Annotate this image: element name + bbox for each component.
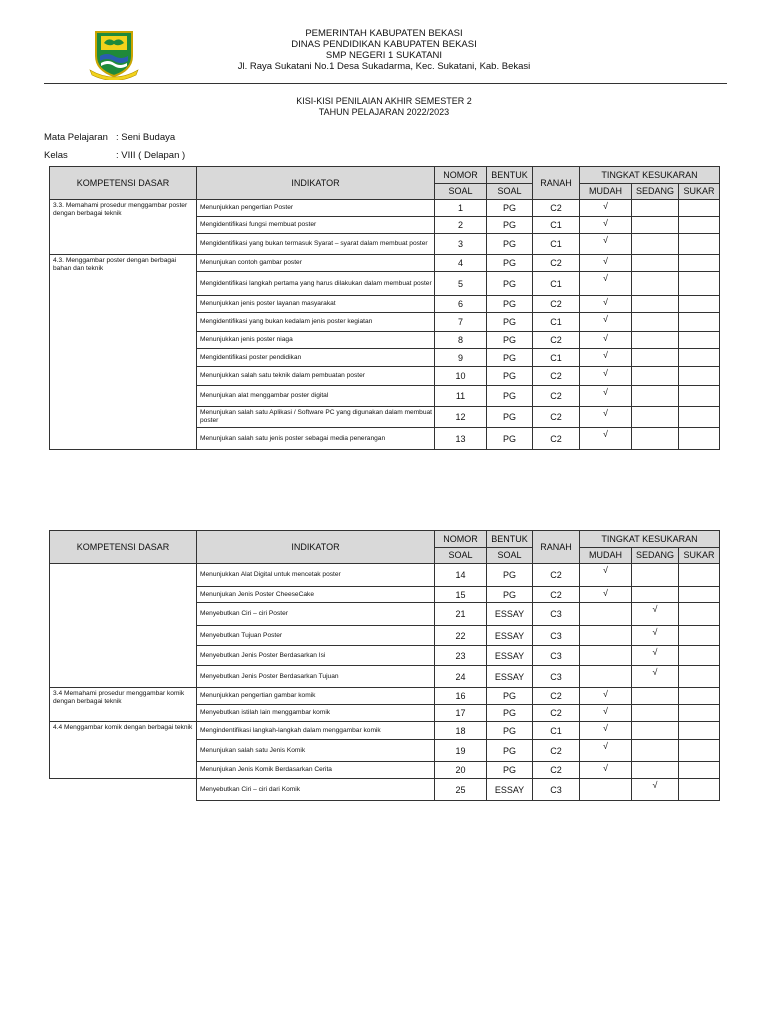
- sukar-check-cell: [679, 296, 720, 313]
- sedang-check-cell: √: [632, 779, 679, 801]
- bentuk-soal-cell: PG: [487, 564, 533, 587]
- nomor-soal-cell: 18: [435, 722, 487, 740]
- sedang-check-cell: [632, 564, 679, 587]
- sukar-check-cell: [679, 386, 720, 407]
- bentuk-soal-cell: ESSAY: [487, 646, 533, 666]
- indikator-cell: Menyebutkan Ciri – ciri Poster: [197, 603, 435, 626]
- sukar-check-cell: [679, 564, 720, 587]
- table-row: [50, 564, 720, 587]
- sukar-check-cell: [679, 349, 720, 367]
- sukar-check-cell: [679, 603, 720, 626]
- mudah-check-cell: [580, 779, 632, 801]
- nomor-soal-cell: 3: [435, 234, 487, 255]
- header-mudah: MUDAH: [580, 184, 632, 200]
- mudah-check-cell: √: [580, 722, 632, 740]
- ranah-cell: C3: [533, 779, 580, 801]
- sukar-check-cell: [679, 646, 720, 666]
- sukar-check-cell: [679, 779, 720, 801]
- mudah-check-cell: √: [580, 296, 632, 313]
- sedang-check-cell: [632, 332, 679, 349]
- header-soal: SOAL: [435, 548, 487, 564]
- bentuk-soal-cell: ESSAY: [487, 603, 533, 626]
- sukar-check-cell: [679, 740, 720, 762]
- sukar-check-cell: [679, 217, 720, 234]
- indikator-cell: Menunjukkan pengertian Poster: [197, 200, 435, 217]
- mudah-check-cell: [580, 666, 632, 688]
- bentuk-soal-cell: PG: [487, 313, 533, 332]
- mudah-check-cell: √: [580, 564, 632, 587]
- indikator-cell: Menunjukan alat menggambar poster digital: [197, 386, 435, 407]
- kompetensi-dasar-cell: 3.4 Memahami prosedur menggambar komik dengan berbagai teknik: [50, 688, 197, 722]
- sukar-check-cell: [679, 255, 720, 272]
- ranah-cell: C3: [533, 646, 580, 666]
- indikator-cell: Menyebutkan Jenis Poster Berdasarkan Isi: [197, 646, 435, 666]
- header-ranah: RANAH: [533, 531, 580, 564]
- sukar-check-cell: [679, 626, 720, 646]
- table-row: [50, 200, 720, 217]
- mudah-check-cell: [580, 626, 632, 646]
- table-row: [50, 255, 720, 272]
- bentuk-soal-cell: PG: [487, 367, 533, 386]
- ranah-cell: C2: [533, 688, 580, 705]
- nomor-soal-cell: 6: [435, 296, 487, 313]
- mudah-check-cell: √: [580, 349, 632, 367]
- nomor-soal-cell: 21: [435, 603, 487, 626]
- header-sedang: SEDANG: [632, 184, 679, 200]
- ranah-cell: C1: [533, 722, 580, 740]
- mudah-check-cell: √: [580, 200, 632, 217]
- nomor-soal-cell: 15: [435, 587, 487, 603]
- nomor-soal-cell: 2: [435, 217, 487, 234]
- indikator-cell: Mengidentifikasi poster pendidikan: [197, 349, 435, 367]
- ranah-cell: C2: [533, 564, 580, 587]
- mudah-check-cell: √: [580, 234, 632, 255]
- mudah-check-cell: √: [580, 386, 632, 407]
- mudah-check-cell: √: [580, 407, 632, 428]
- ranah-cell: C3: [533, 666, 580, 688]
- document-title: [0, 96, 768, 118]
- indikator-cell: Menunjukkan pengertian gambar komik: [197, 688, 435, 705]
- bentuk-soal-cell: PG: [487, 349, 533, 367]
- ranah-cell: C2: [533, 367, 580, 386]
- bentuk-soal-cell: PG: [487, 272, 533, 296]
- indikator-cell: Mengidentifikasi langkah pertama yang harus dilakukan dalam membuat poster: [197, 272, 435, 296]
- mudah-check-cell: √: [580, 313, 632, 332]
- header-kompetensi-dasar: KOMPETENSI DASAR: [50, 167, 197, 200]
- mudah-check-cell: √: [580, 705, 632, 722]
- bentuk-soal-cell: PG: [487, 407, 533, 428]
- ranah-cell: C2: [533, 200, 580, 217]
- ranah-cell: C1: [533, 234, 580, 255]
- ranah-cell: C1: [533, 349, 580, 367]
- bentuk-soal-cell: PG: [487, 386, 533, 407]
- nomor-soal-cell: 25: [435, 779, 487, 801]
- sedang-check-cell: [632, 407, 679, 428]
- header-line-2: DINAS PENDIDIKAN KABUPATEN BEKASI: [291, 39, 477, 50]
- indikator-cell: Menunjukkan jenis poster layanan masyarakat: [197, 296, 435, 313]
- header-soal: SOAL: [487, 548, 533, 564]
- indikator-cell: Menunjukan salah satu jenis poster sebagai media penerangan: [197, 428, 435, 450]
- kompetensi-dasar-cell-empty: [50, 779, 197, 801]
- ranah-cell: C2: [533, 587, 580, 603]
- ranah-cell: C2: [533, 255, 580, 272]
- header-soal: SOAL: [435, 184, 487, 200]
- header-nomor: NOMOR: [435, 167, 487, 184]
- bentuk-soal-cell: PG: [487, 296, 533, 313]
- sukar-check-cell: [679, 332, 720, 349]
- header-sukar: SUKAR: [679, 184, 720, 200]
- table-row: [50, 688, 720, 705]
- indikator-cell: Menyebutkan Jenis Poster Berdasarkan Tujuan: [197, 666, 435, 688]
- bentuk-soal-cell: PG: [487, 740, 533, 762]
- mudah-check-cell: √: [580, 255, 632, 272]
- subject-value: : Seni Budaya: [116, 132, 176, 143]
- header-bentuk: BENTUK: [487, 531, 533, 548]
- nomor-soal-cell: 7: [435, 313, 487, 332]
- indikator-cell: Menyebutkan Ciri – ciri dari Komik: [197, 779, 435, 801]
- indikator-cell: Menunjukan salah satu Jenis Komik: [197, 740, 435, 762]
- title-line-1: KISI-KISI PENILAIAN AKHIR SEMESTER 2: [296, 96, 472, 106]
- ranah-cell: C2: [533, 740, 580, 762]
- sukar-check-cell: [679, 200, 720, 217]
- subject-row: [44, 132, 175, 143]
- ranah-cell: C3: [533, 626, 580, 646]
- nomor-soal-cell: 22: [435, 626, 487, 646]
- ranah-cell: C2: [533, 407, 580, 428]
- indikator-cell: Menunjukkan salah satu teknik dalam pembuatan poster: [197, 367, 435, 386]
- indikator-cell: Mengindentifikasi langkah-langkah dalam menggambar komik: [197, 722, 435, 740]
- header-indikator: INDIKATOR: [197, 531, 435, 564]
- indikator-cell: Menunjukkan jenis poster niaga: [197, 332, 435, 349]
- mudah-check-cell: √: [580, 367, 632, 386]
- header-ranah: RANAH: [533, 167, 580, 200]
- mudah-check-cell: [580, 603, 632, 626]
- nomor-soal-cell: 9: [435, 349, 487, 367]
- mudah-check-cell: √: [580, 332, 632, 349]
- nomor-soal-cell: 17: [435, 705, 487, 722]
- sedang-check-cell: [632, 296, 679, 313]
- bentuk-soal-cell: PG: [487, 200, 533, 217]
- bentuk-soal-cell: PG: [487, 428, 533, 450]
- mudah-check-cell: √: [580, 587, 632, 603]
- ranah-cell: C1: [533, 272, 580, 296]
- header-soal: SOAL: [487, 184, 533, 200]
- sedang-check-cell: [632, 234, 679, 255]
- header-address: Jl. Raya Sukatani No.1 Desa Sukadarma, Kec. Sukatani, Kab. Bekasi: [237, 61, 531, 72]
- sukar-check-cell: [679, 722, 720, 740]
- sedang-check-cell: [632, 255, 679, 272]
- nomor-soal-cell: 8: [435, 332, 487, 349]
- nomor-soal-cell: 4: [435, 255, 487, 272]
- ranah-cell: C2: [533, 296, 580, 313]
- header-line-3: SMP NEGERI 1 SUKATANI: [325, 50, 443, 61]
- class-row: [44, 150, 185, 161]
- kompetensi-dasar-cell-empty: [50, 564, 197, 688]
- header-tingkat-kesukaran: TINGKAT KESUKARAN: [580, 167, 720, 184]
- sedang-check-cell: [632, 762, 679, 779]
- sedang-check-cell: [632, 722, 679, 740]
- header-mudah: MUDAH: [580, 548, 632, 564]
- letterhead: [0, 28, 768, 72]
- bentuk-soal-cell: PG: [487, 705, 533, 722]
- nomor-soal-cell: 13: [435, 428, 487, 450]
- nomor-soal-cell: 14: [435, 564, 487, 587]
- sedang-check-cell: [632, 272, 679, 296]
- sedang-check-cell: [632, 740, 679, 762]
- ranah-cell: C2: [533, 386, 580, 407]
- mudah-check-cell: √: [580, 740, 632, 762]
- sedang-check-cell: √: [632, 646, 679, 666]
- sukar-check-cell: [679, 587, 720, 603]
- sedang-check-cell: √: [632, 666, 679, 688]
- bentuk-soal-cell: PG: [487, 688, 533, 705]
- sedang-check-cell: [632, 705, 679, 722]
- nomor-soal-cell: 16: [435, 688, 487, 705]
- header-tingkat-kesukaran: TINGKAT KESUKARAN: [580, 531, 720, 548]
- sukar-check-cell: [679, 762, 720, 779]
- ranah-cell: C1: [533, 217, 580, 234]
- mudah-check-cell: √: [580, 217, 632, 234]
- header-sukar: SUKAR: [679, 548, 720, 564]
- sedang-check-cell: [632, 349, 679, 367]
- bentuk-soal-cell: PG: [487, 762, 533, 779]
- indikator-cell: Mengidentifikasi fungsi membuat poster: [197, 217, 435, 234]
- bentuk-soal-cell: PG: [487, 722, 533, 740]
- nomor-soal-cell: 1: [435, 200, 487, 217]
- sedang-check-cell: [632, 587, 679, 603]
- bentuk-soal-cell: PG: [487, 217, 533, 234]
- header-bentuk: BENTUK: [487, 167, 533, 184]
- mudah-check-cell: [580, 646, 632, 666]
- bentuk-soal-cell: PG: [487, 587, 533, 603]
- header-divider: [44, 83, 727, 84]
- header-line-1: PEMERINTAH KABUPATEN BEKASI: [305, 28, 463, 39]
- ranah-cell: C2: [533, 762, 580, 779]
- mudah-check-cell: √: [580, 688, 632, 705]
- indikator-cell: Menunjukan Jenis Komik Berdasarkan Cerita: [197, 762, 435, 779]
- sukar-check-cell: [679, 272, 720, 296]
- table-row: [50, 722, 720, 740]
- ranah-cell: C1: [533, 313, 580, 332]
- sedang-check-cell: √: [632, 603, 679, 626]
- bentuk-soal-cell: PG: [487, 332, 533, 349]
- sedang-check-cell: [632, 367, 679, 386]
- bentuk-soal-cell: PG: [487, 255, 533, 272]
- header-indikator: INDIKATOR: [197, 167, 435, 200]
- mudah-check-cell: √: [580, 428, 632, 450]
- sedang-check-cell: [632, 200, 679, 217]
- nomor-soal-cell: 12: [435, 407, 487, 428]
- title-line-2: TAHUN PELAJARAN 2022/2023: [318, 107, 450, 117]
- bentuk-soal-cell: ESSAY: [487, 666, 533, 688]
- header-sedang: SEDANG: [632, 548, 679, 564]
- bentuk-soal-cell: ESSAY: [487, 779, 533, 801]
- ranah-cell: C2: [533, 705, 580, 722]
- subject-label: Mata Pelajaran: [44, 132, 108, 143]
- indikator-cell: Mengidentifikasi yang bukan termasuk Syarat – syarat dalam membuat poster: [197, 234, 435, 255]
- ranah-cell: C2: [533, 428, 580, 450]
- header-kompetensi-dasar: KOMPETENSI DASAR: [50, 531, 197, 564]
- sedang-check-cell: [632, 313, 679, 332]
- nomor-soal-cell: 5: [435, 272, 487, 296]
- sedang-check-cell: √: [632, 626, 679, 646]
- indikator-cell: Menyebutkan Tujuan Poster: [197, 626, 435, 646]
- sedang-check-cell: [632, 428, 679, 450]
- sukar-check-cell: [679, 705, 720, 722]
- sedang-check-cell: [632, 688, 679, 705]
- kompetensi-dasar-cell: 4.4 Menggambar komik dengan berbagai teknik: [50, 722, 197, 779]
- kisi-table-2: [49, 530, 720, 801]
- nomor-soal-cell: 11: [435, 386, 487, 407]
- indikator-cell: Menunjukkan Alat Digital untuk mencetak poster: [197, 564, 435, 587]
- indikator-cell: Mengidentifikasi yang bukan kedalam jenis poster kegiatan: [197, 313, 435, 332]
- sukar-check-cell: [679, 688, 720, 705]
- sedang-check-cell: [632, 386, 679, 407]
- kisi-table-1: [49, 166, 720, 450]
- class-label: Kelas: [44, 150, 68, 161]
- sukar-check-cell: [679, 367, 720, 386]
- kompetensi-dasar-cell: 4.3. Menggambar poster dengan berbagai bahan dan teknik: [50, 255, 197, 450]
- indikator-cell: Menunjukan salah satu Aplikasi / Software PC yang digunakan dalam membuat poster: [197, 407, 435, 428]
- sukar-check-cell: [679, 666, 720, 688]
- sukar-check-cell: [679, 234, 720, 255]
- ranah-cell: C2: [533, 332, 580, 349]
- sukar-check-cell: [679, 313, 720, 332]
- sukar-check-cell: [679, 428, 720, 450]
- nomor-soal-cell: 23: [435, 646, 487, 666]
- indikator-cell: Menyebutkan istilah lain menggambar komik: [197, 705, 435, 722]
- nomor-soal-cell: 20: [435, 762, 487, 779]
- nomor-soal-cell: 19: [435, 740, 487, 762]
- table-row: [50, 779, 720, 801]
- sedang-check-cell: [632, 217, 679, 234]
- ranah-cell: C3: [533, 603, 580, 626]
- mudah-check-cell: √: [580, 762, 632, 779]
- sukar-check-cell: [679, 407, 720, 428]
- class-value: : VIII ( Delapan ): [116, 150, 186, 161]
- indikator-cell: Menunjukan contoh gambar poster: [197, 255, 435, 272]
- mudah-check-cell: √: [580, 272, 632, 296]
- bentuk-soal-cell: ESSAY: [487, 626, 533, 646]
- nomor-soal-cell: 24: [435, 666, 487, 688]
- header-nomor: NOMOR: [435, 531, 487, 548]
- kompetensi-dasar-cell: 3.3. Memahami prosedur menggambar poster dengan berbagai teknik: [50, 200, 197, 255]
- nomor-soal-cell: 10: [435, 367, 487, 386]
- bentuk-soal-cell: PG: [487, 234, 533, 255]
- indikator-cell: Menunjukan Jenis Poster CheeseCake: [197, 587, 435, 603]
